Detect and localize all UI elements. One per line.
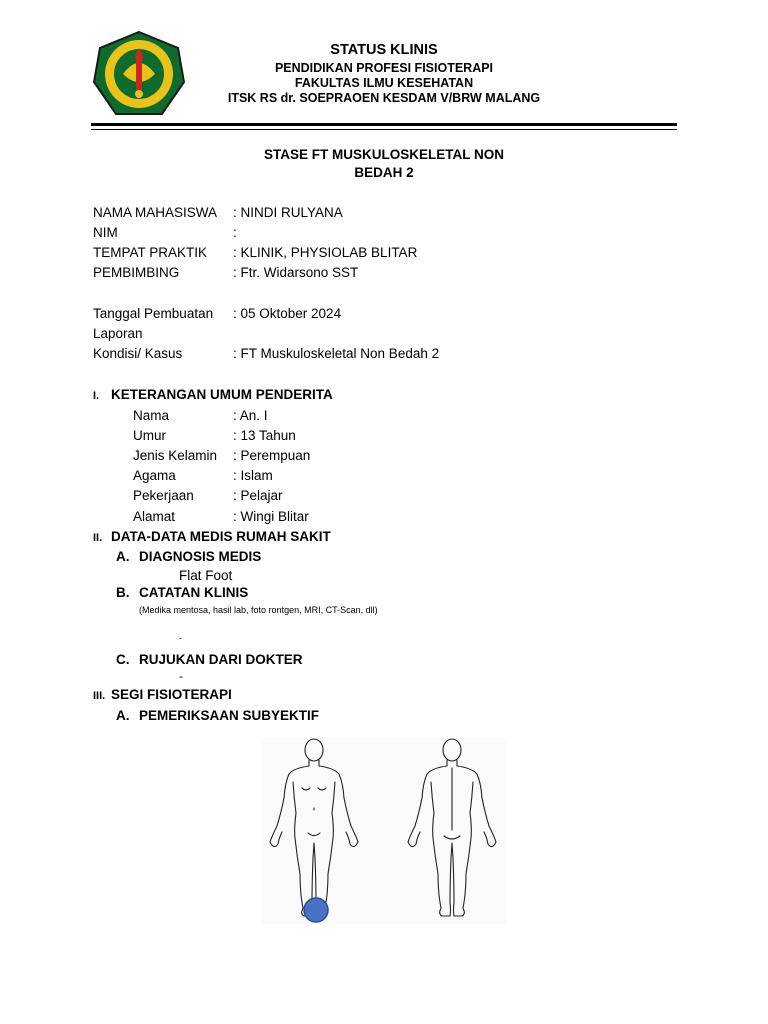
- doctor-referral-letter: C.: [116, 652, 130, 667]
- institution-name: ITSK RS dr. SOEPRAOEN KESDAM V/BRW MALANG: [227, 91, 541, 105]
- patient-occupation-value: : Pelajar: [233, 488, 283, 503]
- section1-number: I.: [93, 390, 100, 402]
- body-chart-figure: [262, 738, 506, 924]
- doctor-referral-value: -: [179, 669, 183, 683]
- patient-address-value: : Wingi Blitar: [233, 509, 309, 524]
- diagnosis-title: DIAGNOSIS MEDIS: [139, 549, 262, 564]
- practice-place-value: : KLINIK, PHYSIOLAB BLITAR: [233, 245, 418, 260]
- patient-age-value: : 13 Tahun: [233, 428, 296, 443]
- patient-religion-value: : Islam: [233, 468, 273, 483]
- header-divider-thin: [91, 129, 677, 130]
- stase-title-line2: BEDAH 2: [354, 165, 414, 180]
- section3-title: SEGI FISIOTERAPI: [111, 687, 232, 702]
- program-name: PENDIDIKAN PROFESI FISIOTERAPI: [274, 61, 494, 75]
- clinical-notes-letter: B.: [116, 585, 130, 600]
- patient-address-label: Alamat: [133, 509, 176, 524]
- clinical-notes-title: CATATAN KLINIS: [139, 585, 249, 600]
- report-date-value: : 05 Oktober 2024: [233, 306, 342, 321]
- pain-location-marker: [304, 898, 328, 922]
- section2-number: II.: [93, 532, 103, 544]
- condition-value: : FT Muskuloskeletal Non Bedah 2: [233, 346, 440, 361]
- diagnosis-value: Flat Foot: [179, 568, 233, 583]
- section3-number: III.: [93, 690, 106, 702]
- section1-title: KETERANGAN UMUM PENDERITA: [111, 387, 333, 402]
- practice-place-label: TEMPAT PRAKTIK: [93, 245, 208, 260]
- clinical-notes-hint: (Medika mentosa, hasil lab, foto rontgen, MRI, CT-Scan, dll): [139, 605, 378, 615]
- report-date-label-cont: Laporan: [93, 326, 143, 341]
- supervisor-value: : Ftr. Widarsono SST: [233, 265, 359, 280]
- section2-title: DATA-DATA MEDIS RUMAH SAKIT: [111, 529, 331, 544]
- page-title: STATUS KLINIS: [330, 42, 438, 58]
- condition-label: Kondisi/ Kasus: [93, 346, 183, 361]
- patient-gender-label: Jenis Kelamin: [133, 448, 218, 463]
- supervisor-label: PEMBIMBING: [93, 265, 180, 280]
- clinical-notes-value: -: [179, 633, 182, 643]
- patient-gender-value: : Perempuan: [233, 448, 311, 463]
- nim-value: :: [233, 225, 237, 240]
- patient-religion-label: Agama: [133, 468, 176, 483]
- patient-name-label: Nama: [133, 408, 170, 423]
- patient-occupation-label: Pekerjaan: [133, 488, 194, 503]
- stase-title-line1: STASE FT MUSKULOSKELETAL NON: [263, 147, 504, 162]
- header-divider-thick: [91, 123, 677, 126]
- nim-label: NIM: [93, 225, 118, 240]
- doctor-referral-title: RUJUKAN DARI DOKTER: [139, 652, 303, 667]
- subjective-exam-title: PEMERIKSAAN SUBYEKTIF: [139, 708, 320, 723]
- student-name-value: : NINDI RULYANA: [233, 205, 343, 220]
- student-name-label: NAMA MAHASISWA: [93, 205, 218, 220]
- faculty-name: FAKULTAS ILMU KESEHATAN: [294, 76, 474, 90]
- report-date-label: Tanggal Pembuatan: [93, 306, 214, 321]
- patient-age-label: Umur: [133, 428, 166, 443]
- patient-name-value: : An. I: [233, 408, 268, 423]
- diagnosis-letter: A.: [116, 549, 130, 564]
- subjective-exam-letter: A.: [116, 708, 130, 723]
